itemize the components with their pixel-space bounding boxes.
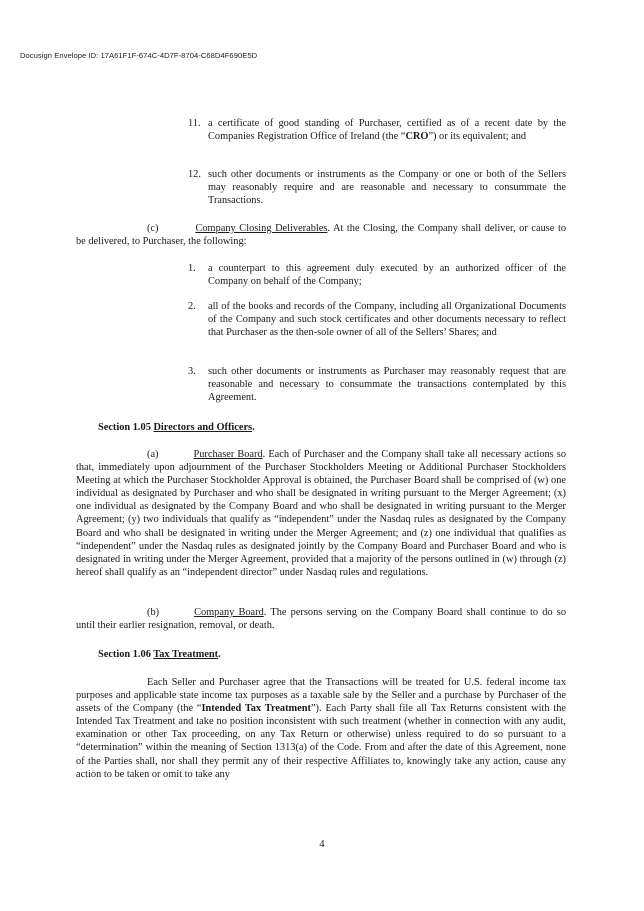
defined-term: Intended Tax Treatment — [201, 703, 311, 715]
paragraph-text: Each Seller and Purchaser agree that the Transactions will be treated for U.S. federal income tax purposes and applicable state income tax purposes as a taxable sale by the Seller and a purchase by Purchaser of the assets of the Company (the “ — [76, 677, 566, 715]
clause-label: (b) — [147, 607, 160, 618]
section-title: Tax Treatment — [153, 649, 219, 660]
section-heading-1-06 — [98, 648, 221, 661]
section-heading-1-05 — [98, 421, 255, 434]
clause-heading: Company Closing Deliverables — [195, 223, 328, 234]
item-number: 2. — [188, 301, 196, 312]
item-text: such other documents or instruments as the Company or one or both of the Sellers may reasonably require and are reasonable and necessary to consummate the Transactions. — [208, 169, 566, 207]
item-text — [208, 117, 566, 143]
item-text: such other documents or instruments as Purchaser may reasonably request that are reasonable and necessary to consummate the transactions contemplated by this Agreement. — [208, 366, 566, 404]
paragraph-purchaser-board — [76, 448, 566, 579]
clause-text: . Each of Purchaser and the Company shall take all necessary actions so that, immediately upon adjournment of the Purchaser Stockholders Meeting or Additional Purchaser Stockholders Meeting at which the Purchaser Stockholder Approval is obtained, the Purchaser Board shall be comprised of (w) one individual as designated by Purchaser and who shall be designated in writing pursuant to the Merger Agreement; (x) one individual as designated by the Company Board and who shall be designated in writing pursuant to the Merger Agreement; (y) two individuals that qualify as “independent” under the Nasdaq rules as designated by the Company Board and who shall be designated in writing under the Merger Agreement; and (z) one individual that qualifies as “independent” under the Nasdaq rules as designated jointly by the Company Board and Purchaser Board and who is designated in writing under the Merger Agreement, provided that a majority of the persons outlined in (w) through (z) hereof shall qualify as an “independent director” under Nasdaq rules and regulations. — [76, 449, 566, 578]
clause-heading: Company Board — [194, 607, 264, 618]
list-item — [188, 168, 566, 207]
paragraph-text: ”). Each Party shall file all Tax Returns consistent with the Intended Tax Treatment and take no position inconsistent with such treatment (whether in connection with any audit, examination or other Tax proceeding, on any Tax Return or otherwise) unless required to do so pursuant to a “determination” within the meaning of Section 1313(a) of the Code. From and after the date of this Agreement, none of the Parties shall, nor shall they permit any of their respective Affiliates to, knowingly take any action, cause any action to be taken or omit to take any — [76, 703, 566, 780]
list-item — [188, 262, 566, 288]
item-text-part: ”) or its equivalent; and — [428, 131, 527, 143]
item-text-part: a certificate of good standing of Purchaser, certified as of a recent date by the Companies Registration Office of Ireland (the “ — [208, 118, 566, 143]
section-end: . — [218, 649, 221, 660]
list-item — [188, 300, 566, 339]
item-number: 12. — [188, 169, 201, 180]
clause-text: . At the Closing, the Company shall deliver, or cause to be delivered, to Purchaser, the following: — [76, 223, 566, 248]
section-end: . — [252, 422, 255, 433]
paragraph-company-closing — [76, 222, 566, 248]
item-text: all of the books and records of the Company, including all Organizational Documents of the Company and such stock certificates and other documents necessary to reflect that Purchaser as the then-sole owner of all of the Sellers’ Shares; and — [208, 301, 566, 339]
section-label: Section 1.05 — [98, 422, 154, 433]
page-number: 4 — [319, 839, 325, 850]
paragraph-company-board — [76, 606, 566, 632]
item-text: a counterpart to this agreement duly executed by an authorized officer of the Company on behalf of the Company; — [208, 263, 566, 288]
clause-label: (c) — [147, 223, 159, 234]
clause-label: (a) — [147, 449, 159, 460]
section-label: Section 1.06 — [98, 649, 154, 660]
list-item — [188, 365, 566, 404]
defined-term: CRO — [405, 131, 429, 143]
clause-text: . The persons serving on the Company Board shall continue to do so until their earlier resignation, removal, or death. — [76, 607, 566, 632]
item-number: 1. — [188, 263, 196, 274]
clause-heading: Purchaser Board — [193, 449, 263, 460]
paragraph-tax-treatment — [76, 676, 566, 781]
envelope-id: Docusign Envelope ID: 17A61F1F-674C-4D7F-8704-C68D4F690E5D — [20, 51, 258, 60]
list-item — [188, 117, 566, 143]
section-title: Directors and Officers — [153, 422, 253, 433]
item-number: 3. — [188, 366, 196, 377]
item-number: 11. — [188, 118, 201, 129]
